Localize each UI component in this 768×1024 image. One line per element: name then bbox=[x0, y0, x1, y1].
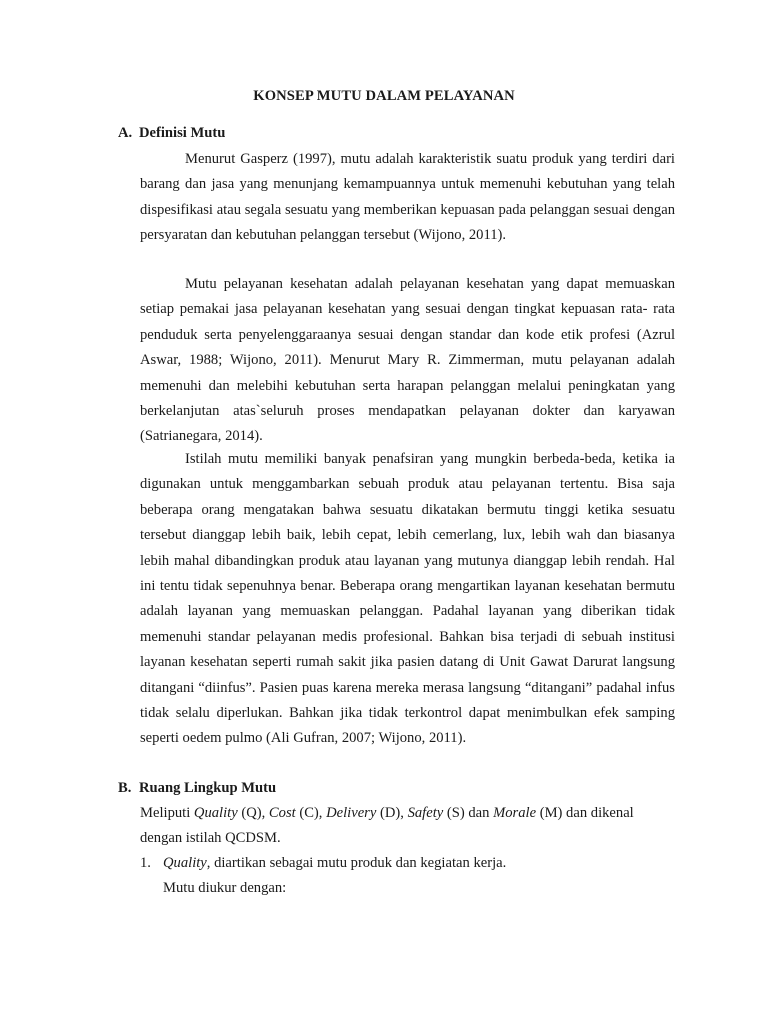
list-sub-line: Mutu diukur dengan: bbox=[163, 880, 287, 896]
paragraph-qcdsm bbox=[140, 801, 675, 852]
section-b-title: Ruang Lingkup Mutu bbox=[139, 780, 277, 796]
section-a-heading bbox=[118, 125, 225, 142]
list-number: 1. bbox=[140, 855, 151, 871]
intro-text-2: (Q), bbox=[237, 805, 269, 821]
paragraph-mutu-pelayanan: Mutu pelayanan kesehatan adalah pelayanan kesehatan yang dapat memuaskan setiap pemakai jasa pelayanan kesehatan yang sesuai dengan tingkat kepuasan rata- rata penduduk serta penyelenggaraanya sesuai dengan standar dan kode etik profesi (Azrul Aswar, 1988; Wijono, 2011). Menurut Mary R. Zimmerman, mutu pelayanan adalah memenuhi dan melebihi kebutuhan serta harapan pelanggan melalui peningkatan yang berkelanjutan atas`seluruh proses mendapatkan pelayanan dokter dan karyawan (Satrianegara, 2014). bbox=[140, 276, 675, 445]
page-title: KONSEP MUTU DALAM PELAYANAN bbox=[253, 88, 515, 104]
intro-text-5: (S) dan bbox=[443, 805, 494, 821]
intro-text-4: (D), bbox=[376, 805, 408, 821]
intro-text-6: (M) dan dikenal dengan istilah QCDSM. bbox=[140, 805, 634, 847]
paragraph-gasperz: Menurut Gasperz (1997), mutu adalah karakteristik suatu produk yang terdiri dari barang dan jasa yang menunjang kemampuannya untuk memenuhi kebutuhan yang telah dispesifikasi atau segala sesuatu yang memberikan kepuasan pada pelanggan sesuai dengan persyaratan dan kebutuhan pelanggan tersebut (Wijono, 2011). bbox=[140, 151, 675, 244]
term-safety: Safety bbox=[407, 805, 444, 821]
list-item-quality bbox=[140, 851, 675, 876]
section-b-marker: B. bbox=[118, 780, 132, 796]
section-a-marker: A. bbox=[118, 125, 133, 141]
section-b-heading bbox=[118, 780, 276, 797]
intro-text-3: (C), bbox=[295, 805, 327, 821]
term-quality: Quality bbox=[193, 805, 238, 821]
term-delivery: Delivery bbox=[326, 805, 377, 821]
section-a-title: Definisi Mutu bbox=[139, 125, 226, 141]
paragraph-istilah-mutu: Istilah mutu memiliki banyak penafsiran yang mungkin berbeda-beda, ketika ia digunakan untuk menggambarkan sebuah produk atau pelayanan tertentu. Bisa saja beberapa orang mengatakan bahwa sesuatu dikatakan bermutu tinggi ketika sesuatu tersebut dianggap lebih baik, lebih cepat, lebih cemerlang, lux, lebih wah dan biasanya lebih mahal dibandingkan produk atau layanan yang mutunya dianggap lebih rendah. Hal ini tentu tidak sepenuhnya benar. Beberapa orang mengartikan layanan kesehatan bermutu adalah layanan yang memuaskan pelanggan. Padahal layanan yang diberikan tidak memenuhi standar pelayanan medis profesional. Bahkan bisa terjadi di sebuah institusi layanan kesehatan seperti rumah sakit jika pasien datang di Unit Gawat Darurat langsung ditangani “diinfus”. Pasien puas karena mereka merasa langsung “ditangani” padahal infus tidak selalu diperlukan. Bahkan jika tidak terkontrol dapat menimbulkan efek samping seperti oedem pulmo (Ali Gufran, 2007; Wijono, 2011). bbox=[140, 451, 675, 747]
list-term-quality: Quality bbox=[163, 855, 207, 871]
intro-text-1: Meliputi bbox=[140, 805, 194, 821]
term-morale: Morale bbox=[493, 805, 537, 821]
term-cost: Cost bbox=[268, 805, 296, 821]
list-item-text: , diartikan sebagai mutu produk dan kegiatan kerja. bbox=[206, 855, 507, 871]
